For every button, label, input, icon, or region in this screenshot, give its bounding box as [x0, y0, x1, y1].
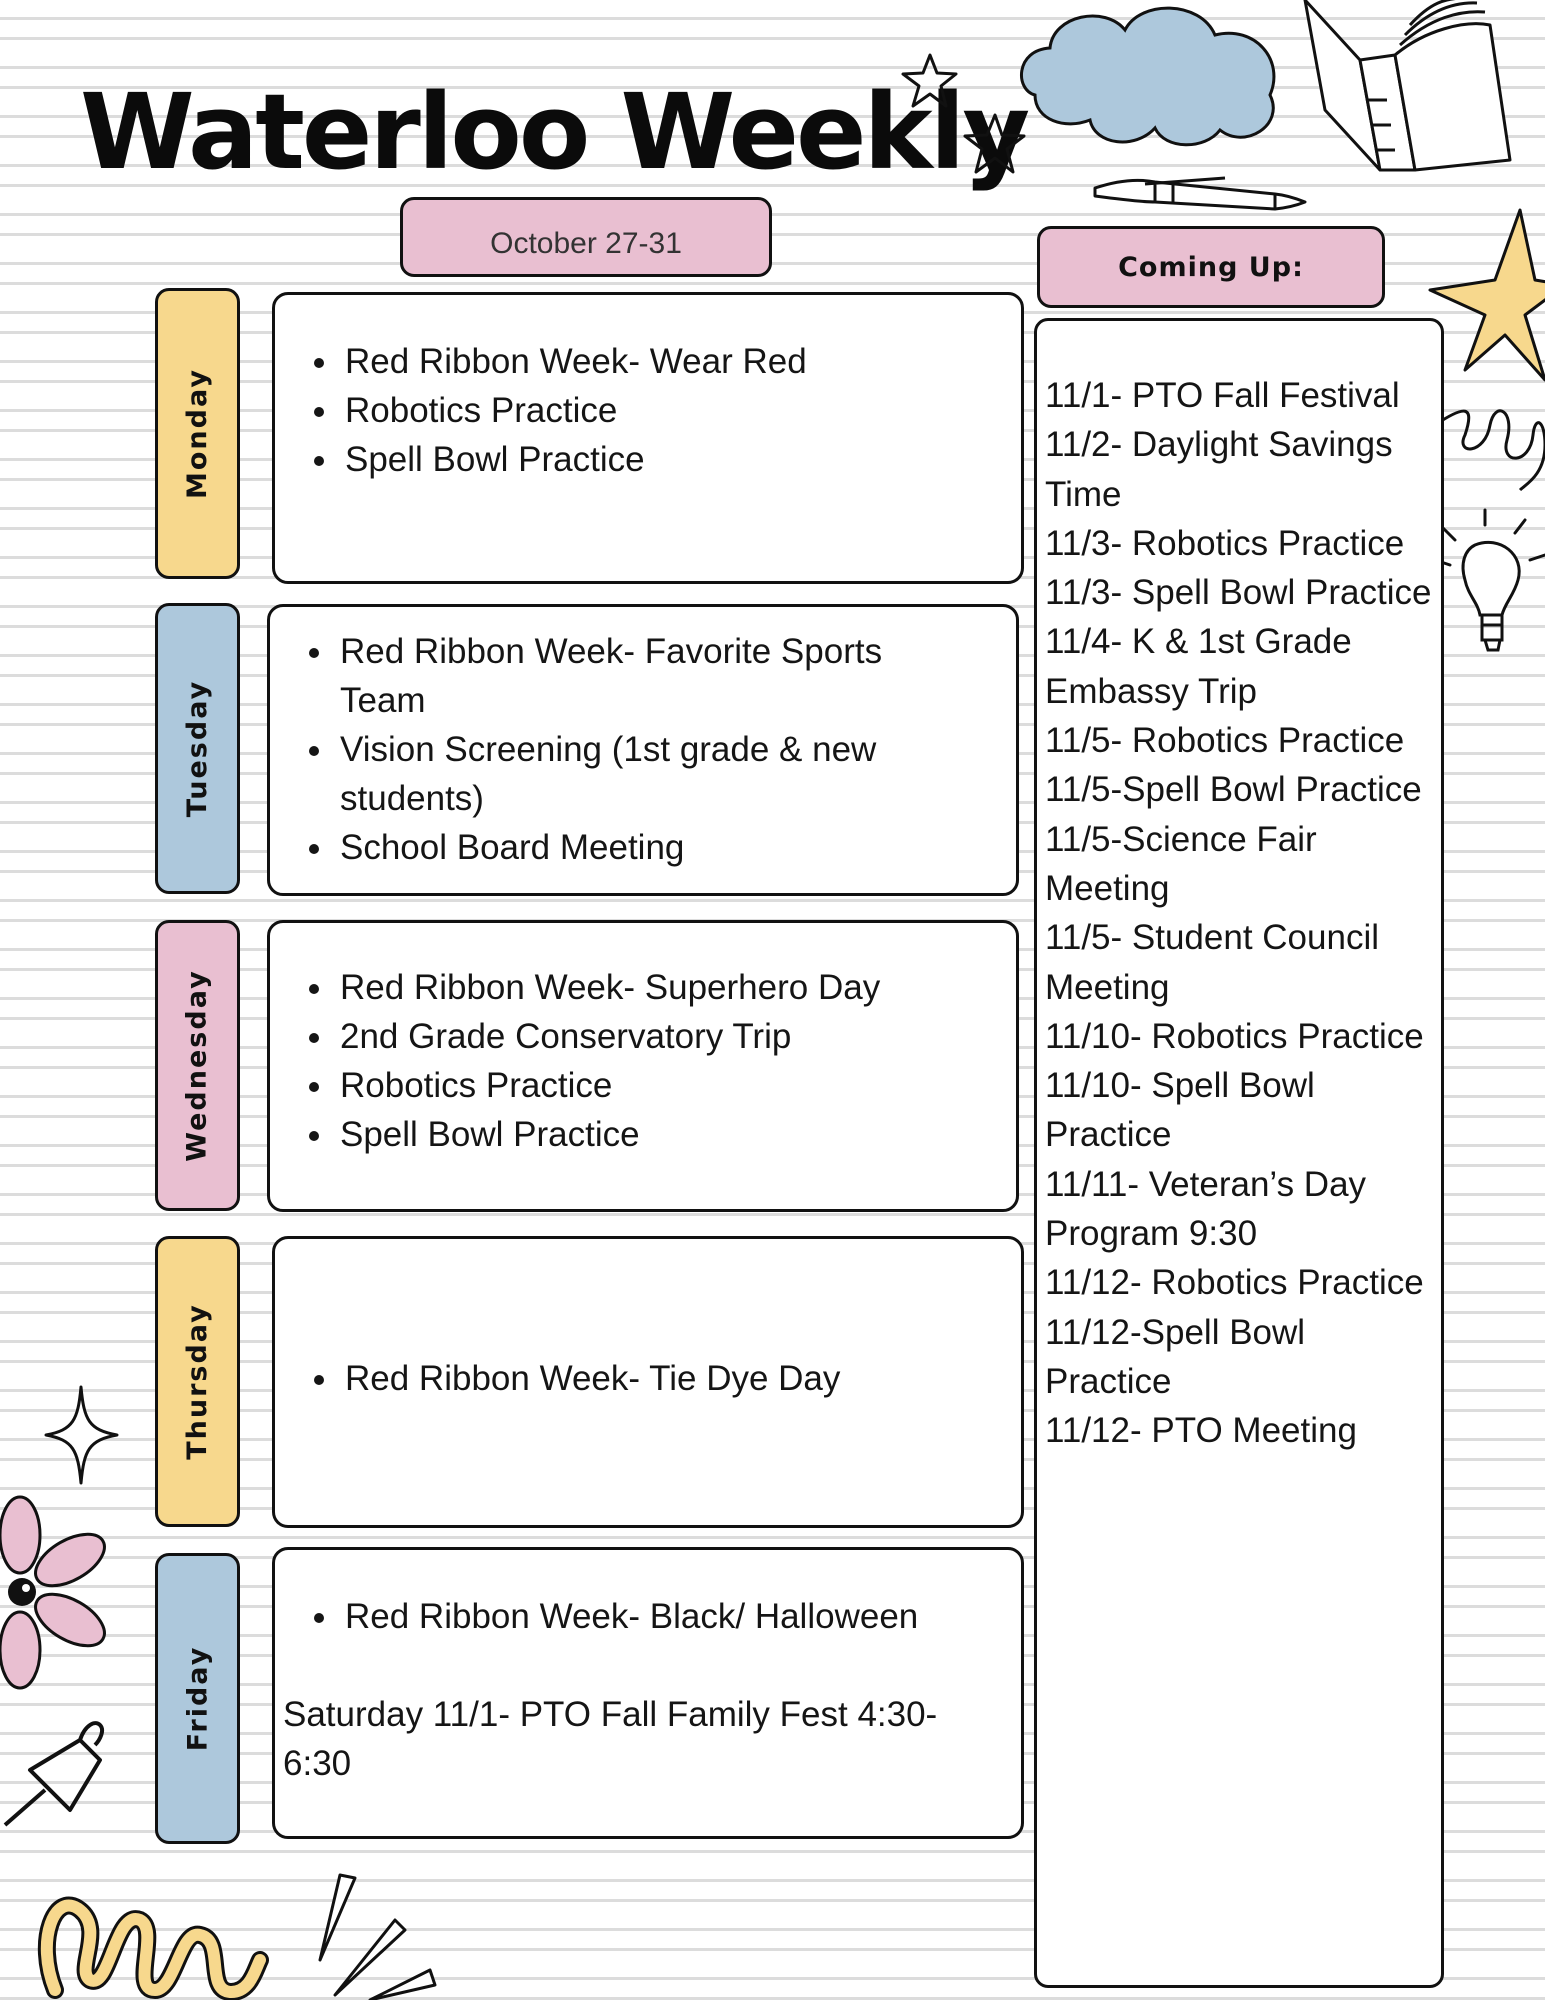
day-box-thursday: [272, 1236, 1024, 1528]
coming-up-event: 11/10- Robotics Practice: [1045, 1016, 1424, 1056]
day-label: Tuesday: [182, 679, 213, 818]
event-list: [275, 337, 1021, 484]
coming-up-header: [1037, 226, 1385, 308]
coming-up-event: 11/3- Spell Bowl Practice: [1045, 573, 1432, 613]
coming-up-event: 11/12-Spell Bowl Practice: [1045, 1312, 1306, 1401]
flower-icon: [0, 1500, 120, 1680]
squiggle-icon: [35, 1880, 265, 2000]
coming-up-heading: Coming Up:: [1118, 251, 1304, 283]
coming-up-event: 11/1- PTO Fall Festival: [1045, 376, 1400, 415]
event-list: [270, 627, 1016, 872]
coming-up-list: [1034, 318, 1444, 1988]
burst-lines-icon: [310, 1870, 450, 2000]
coming-up-event: 11/5- Robotics Practice: [1045, 721, 1405, 761]
date-range-text: October 27-31: [490, 227, 682, 260]
day-tab-friday: [155, 1553, 240, 1844]
page-title: Waterloo Weekly: [80, 71, 1028, 193]
event-list: [275, 1354, 1021, 1403]
friday-note: Saturday 11/1- PTO Fall Family Fest 4:30-6:30: [283, 1695, 938, 1783]
coming-up-event: 11/12- Robotics Practice: [1045, 1263, 1424, 1303]
day-box-tuesday: [267, 604, 1019, 896]
day-tab-monday: [155, 288, 240, 579]
coming-up-event: 11/12- PTO Meeting: [1045, 1411, 1357, 1451]
day-tab-thursday: [155, 1236, 240, 1527]
day-box-friday: [272, 1547, 1024, 1839]
day-label: Thursday: [182, 1303, 214, 1460]
coming-up-event: 11/5-Spell Bowl Practice: [1045, 770, 1422, 810]
lightbulb-icon: [1430, 515, 1545, 665]
coming-up-event: 11/3- Robotics Practice: [1045, 523, 1405, 563]
event-list: [270, 963, 1016, 1159]
day-label: Wednesday: [182, 969, 214, 1162]
day-box-wednesday: [267, 920, 1019, 1212]
spring-icon: [1435, 395, 1545, 495]
event-item: • Spell Bowl Practice: [341, 435, 1021, 484]
event-item: • Red Ribbon Week- Tie Dye Day: [341, 1354, 1021, 1403]
date-range-badge: [400, 197, 772, 277]
pen-icon: [1085, 168, 1315, 228]
coming-up-event: 11/10- Spell Bowl Practice: [1045, 1066, 1315, 1155]
star-icon: [900, 52, 960, 110]
day-tab-tuesday: [155, 603, 240, 894]
pushpin-icon: [0, 1715, 110, 1835]
day-label: Monday: [182, 368, 213, 499]
day-tab-wednesday: [155, 920, 240, 1211]
day-label: Friday: [182, 1645, 214, 1752]
day-box-monday: [272, 292, 1024, 584]
event-item: • Robotics Practice: [336, 1061, 1016, 1110]
coming-up-event: 11/5-Science Fair Meeting: [1045, 819, 1317, 908]
event-item: • Red Ribbon Week- Wear Red: [341, 337, 1021, 386]
event-item: • 2nd Grade Conservatory Trip: [336, 1012, 1016, 1061]
coming-up-event: 11/4- K & 1st Grade Embassy Trip: [1045, 622, 1352, 711]
event-item: • Red Ribbon Week- Black/ Halloween: [341, 1592, 1021, 1641]
event-list: [275, 1592, 1021, 1641]
cloud-icon: [1015, 0, 1295, 150]
coming-up-event: 11/2- Daylight Savings Time: [1045, 425, 1393, 514]
event-item: • Robotics Practice: [341, 386, 1021, 435]
event-item: • Spell Bowl Practice: [336, 1110, 1016, 1159]
event-item: • Vision Screening (1st grade & new students): [336, 725, 966, 823]
coming-up-event: 11/11- Veteran’s Day Program 9:30: [1045, 1164, 1367, 1254]
book-icon: [1295, 0, 1515, 180]
event-item: • School Board Meeting: [336, 823, 966, 872]
event-item: • Red Ribbon Week- Favorite Sports Team: [336, 627, 966, 725]
coming-up-event: 11/5- Student Council Meeting: [1045, 918, 1380, 1007]
event-item: • Red Ribbon Week- Superhero Day: [336, 963, 1016, 1012]
sparkle-icon: [44, 1385, 119, 1485]
